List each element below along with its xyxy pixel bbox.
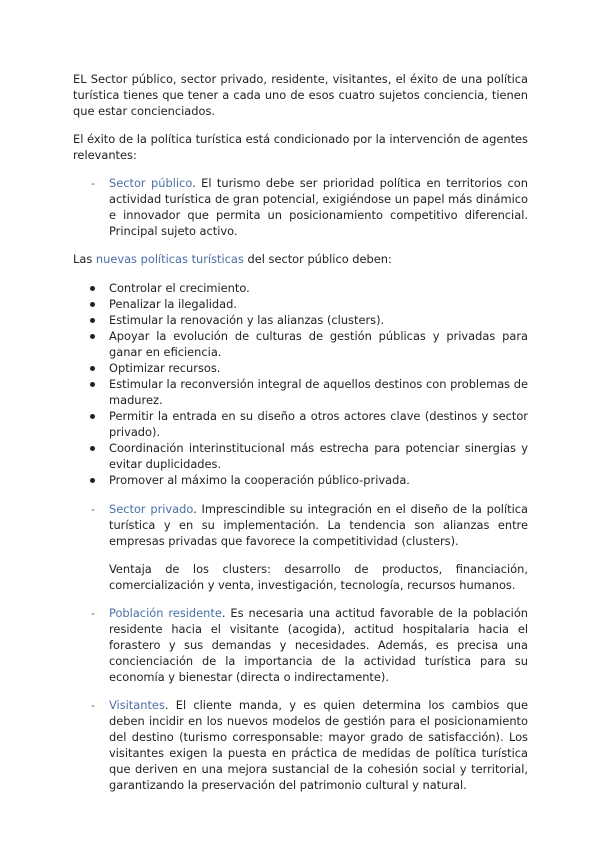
bullet-icon [90,318,95,323]
nuevas-suffix: del sector público deben: [243,252,392,266]
conditioned-paragraph: El éxito de la política turística está condicionado por la intervención de agentes relevantes: [73,132,528,162]
document-body [73,71,528,793]
sector-privado-title: Sector privado [109,502,194,516]
section-sector-privado [73,501,528,549]
list-item [73,312,528,328]
list-item-text: Permitir la entrada en su diseño a otros actores clave (destinos y sector privado). [109,409,528,439]
list-item [73,408,528,440]
list-item-text: Apoyar la evolución de culturas de gestión públicas y privadas para ganar en eficiencia. [109,329,528,359]
list-item-text: Penalizar la ilegalidad. [109,297,237,311]
bullet-icon [90,414,95,419]
sector-publico-title: Sector público [109,176,193,190]
nuevas-politicas-link: nuevas políticas turísticas [95,252,244,266]
visitantes-text: . El cliente manda, y es quien determina los cambios que deben incidir en los nuevos modelos de gestión para el posicionamiento del destino (turismo corresponsable: mayor grado de satisfacción). Los visitantes exigen la puesta en práctica de medidas de política turística que deriven en una mejora sustancial de la cohesión social y territorial, garantizando la preservación del patrimonio cultural y natural. [109,698,528,792]
list-item-text: Promover al máximo la cooperación público-privada. [109,473,410,487]
list-item [73,328,528,360]
bullet-icon [90,302,95,307]
list-item-text: Controlar el crecimiento. [109,281,250,295]
list-item-text: Estimular la renovación y las alianzas (clusters). [109,313,385,327]
dash-marker: - [91,606,96,620]
list-item-text: Estimular la reconversión integral de aquellos destinos con problemas de madurez. [109,377,528,407]
bullet-icon [90,334,95,339]
visitantes-title: Visitantes [109,698,165,712]
bullet-icon [90,286,95,291]
list-item [73,440,528,472]
bullet-icon [90,382,95,387]
list-item [73,472,528,488]
section-visitantes [73,697,528,793]
bullet-icon [90,446,95,451]
nuevas-politicas-paragraph [73,251,528,267]
dash-marker: - [91,176,96,190]
ventajas-clusters-paragraph: Ventaja de los clusters: desarrollo de productos, financiación, comercialización y venta, investigación, tecnología, recursos humanos. [109,562,528,592]
intro-paragraph: EL Sector público, sector privado, residente, visitantes, el éxito de una política turística tienes que tener a cada uno de esos cuatro sujetos conciencia, tienen que estar concienciados. [73,72,528,118]
poblacion-residente-text: . Es necesaria una actitud favorable de la población residente hacia el visitante (acogida), actitud hospitalaria hacia el forastero y sus demandas y necesidades. Además, es precisa una concienciación de la importancia de la actividad turística para su economía y bienestar (directa o indirectamente). [109,606,529,684]
section-poblacion-residente [73,605,528,685]
list-item-text: Optimizar recursos. [109,361,221,375]
list-item [73,360,528,376]
sector-publico-text: . El turismo debe ser prioridad política en territorios con actividad turística de gran potencial, exigiéndose un papel más dinámico e innovador que permita un posicionamiento competitivo diferencial. Principal sujeto activo. [109,176,528,238]
dash-marker: - [91,502,96,516]
section-sector-publico [73,175,528,239]
list-item [73,296,528,312]
list-item [73,280,528,296]
nuevas-prefix: Las [73,252,96,266]
bullet-icon [90,478,95,483]
list-item [73,376,528,408]
dash-marker: - [91,698,96,712]
sector-privado-text: . Imprescindible su integración en el diseño de la política turística y en su implementación. La tendencia son alianzas entre empresas privadas que favorece la competitividad (clusters). [109,502,528,548]
bullet-icon [90,366,95,371]
list-item-text: Coordinación interinstitucional más estrecha para potenciar sinergias y evitar duplicidades. [109,441,528,471]
poblacion-residente-title: Población residente [109,606,222,620]
bullet-list [73,280,528,488]
